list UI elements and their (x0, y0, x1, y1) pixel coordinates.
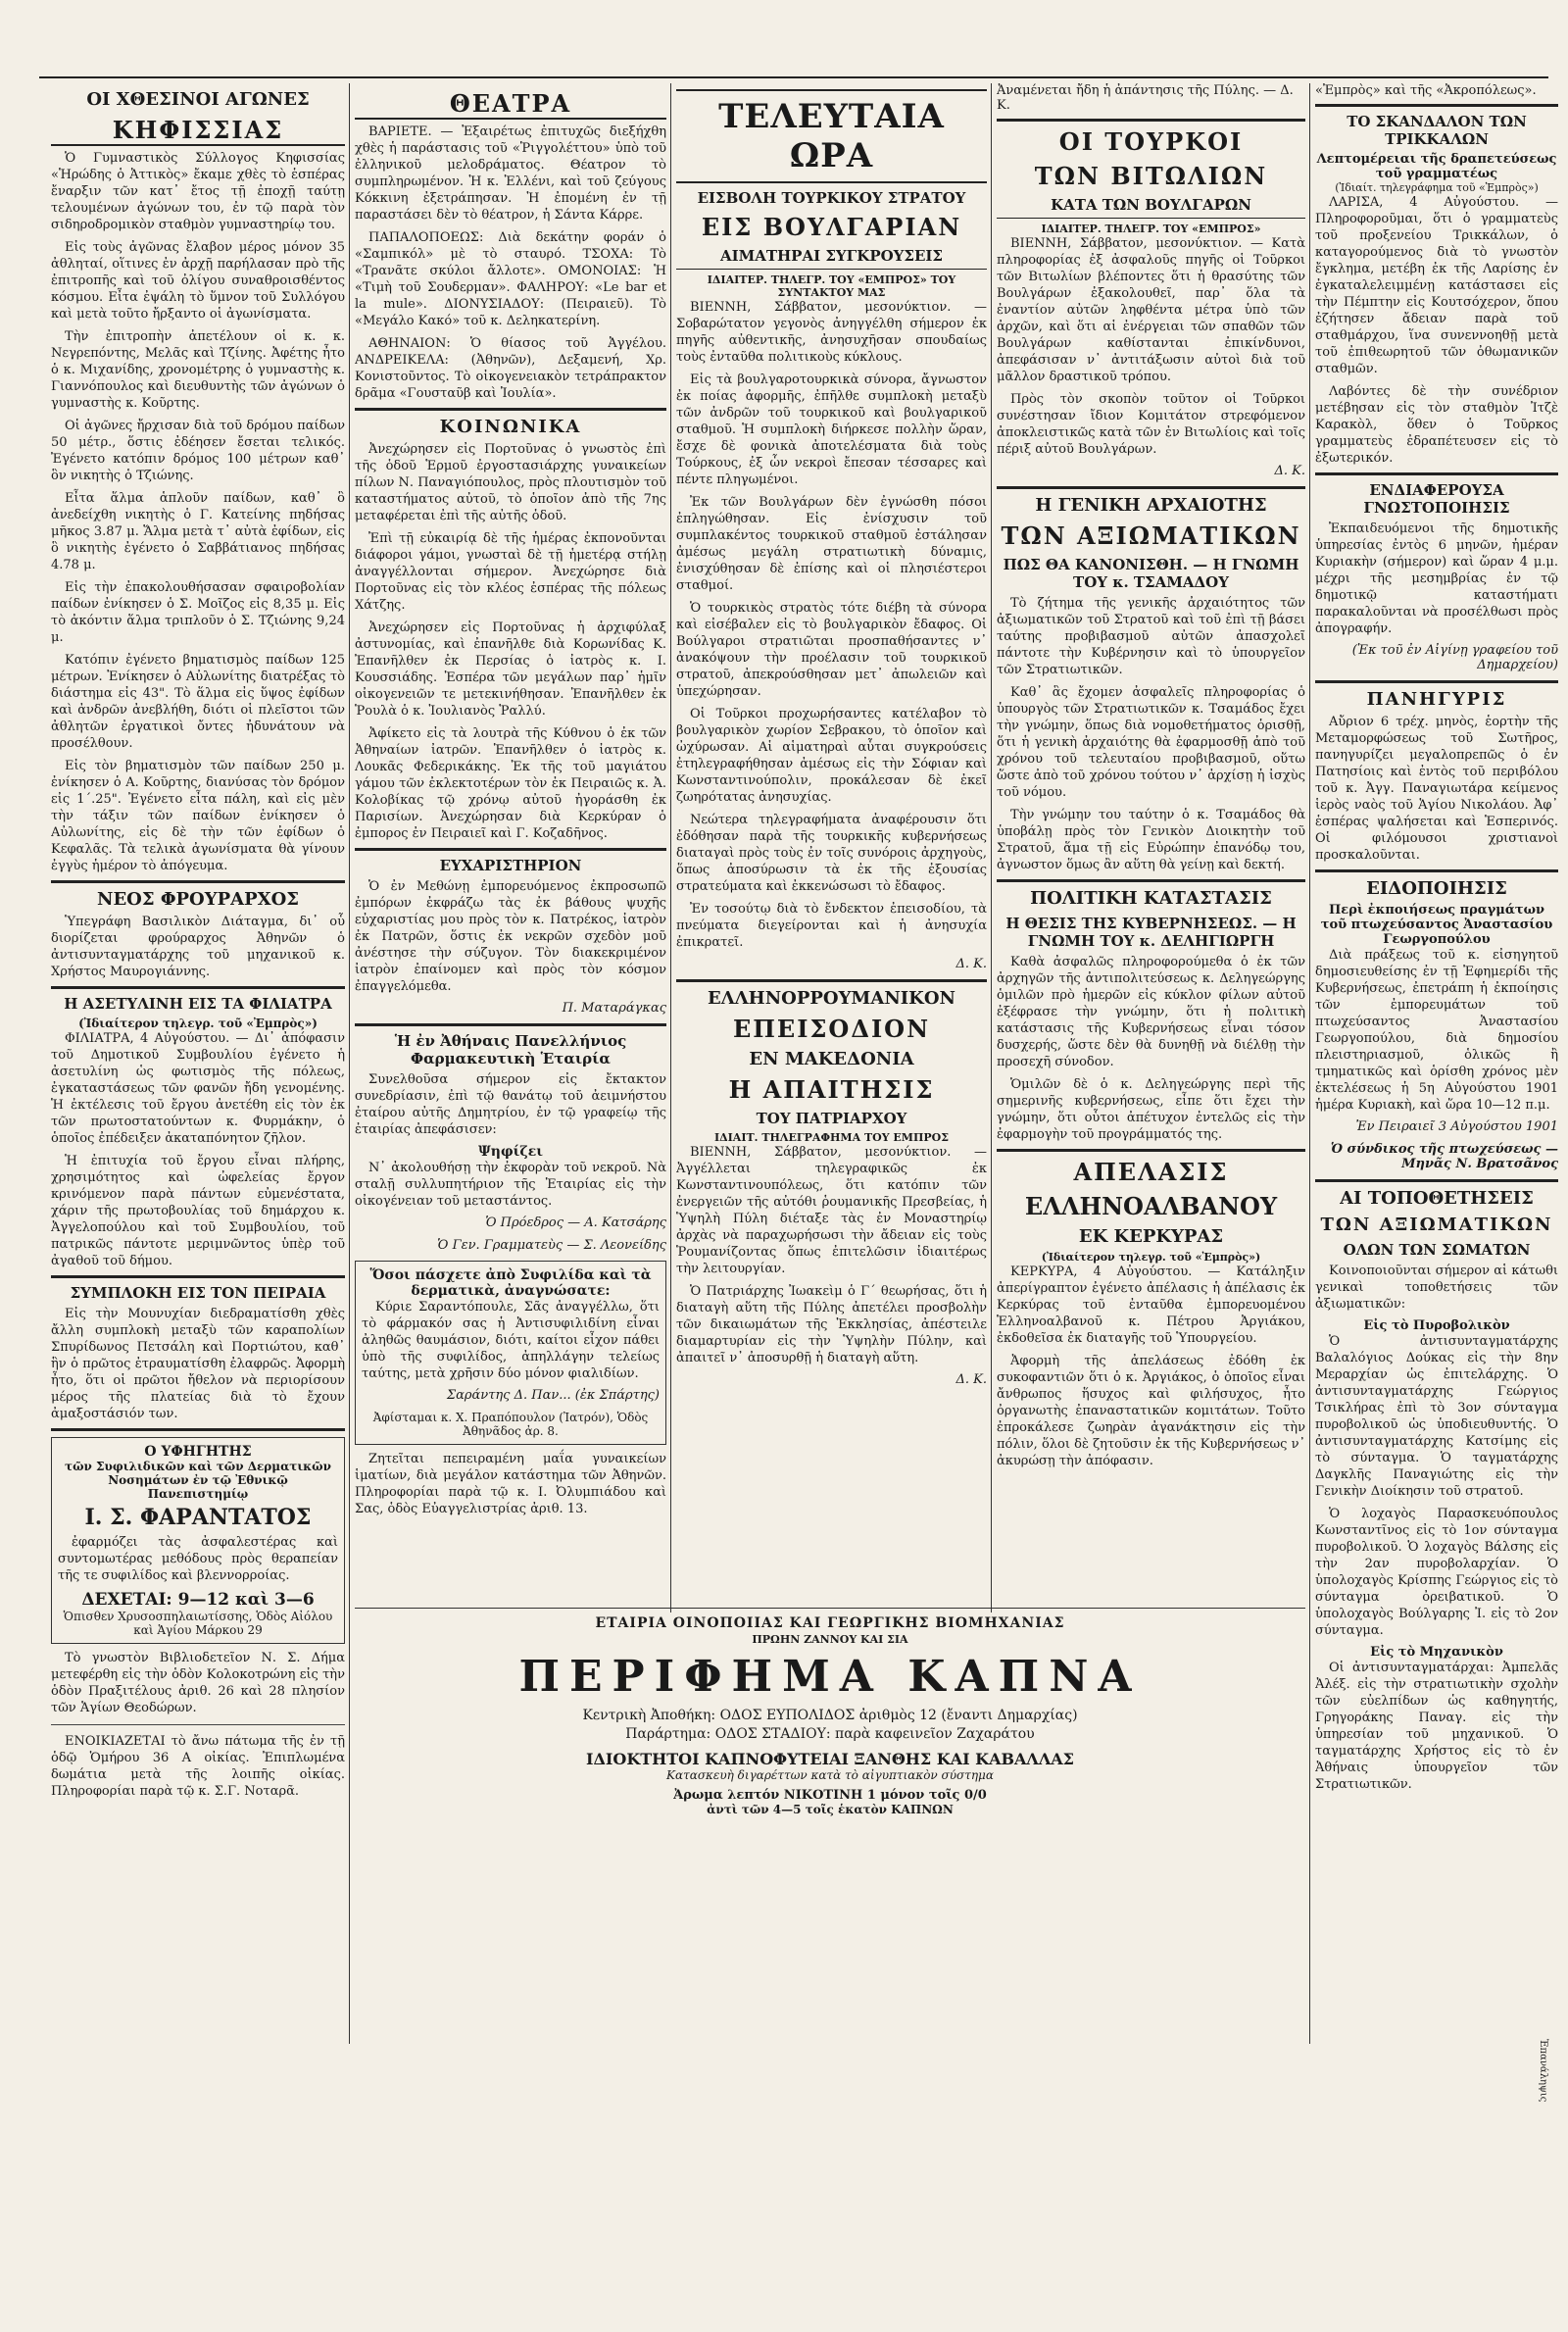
classified-rent: ΕΝΟΙΚΙΑΖΕΤΑΙ τὸ ἄνω πάτωμα τῆς ἐν τῇ ὁδῷ Ὁμήρου 36 Α οἰκίας. Ἐπιπλωμένα δωμάτια μετὰ τῆς λοιπῆς οἰκίας. Πληροφορίαι παρὰ τῷ κ. Σ.Γ. Νοταρᾶ. (51, 1734, 345, 1799)
subheadline-kifisia: ΚΗΦΙΣΣΙΑΣ (51, 116, 345, 146)
section-label: Εἰς τὸ Μηχανικὸν (1370, 1645, 1503, 1660)
section-rule (355, 1023, 666, 1026)
article-paragraph: Οἱ ἀγῶνες ἤρχισαν διὰ τοῦ δρόμου παίδων 50 μέτρ., ὅστις ἐδέησεν ἔσεται τελικός. Ἐγένετο κατόπιν δρόμος 100 μέτρων καθ᾽ ὃν νικητὴς ὁ Τζιώνης. (51, 419, 345, 483)
ad-heading: Ο ΥΦΗΓΗΤΗΣ (144, 1444, 252, 1460)
ad-doctor-name: Ι. Σ. ΦΑΡΑΝΤΑΤΟΣ (84, 1505, 312, 1530)
article-paragraph: Καθ᾽ ἃς ἔχομεν ἀσφαλεῖς πληροφορίας ὁ ὑπουργὸς τῶν Στρατιωτικῶν κ. Τσαμάδος ἔχει τὴν γνώμην, ὅπως διὰ νομοθετήματος ὁρισθῇ, ὅτι ἡ γενικὴ ἀρχαιότης θὰ ἐφαρμοσθῇ ἀπὸ τοῦ χρόνου τοῦ τελευταίου προβιβασμοῦ, οὕτω ὥστε ἀπὸ τοῦ χρόνου τούτου ν᾽ ἀρχίσῃ ἡ ἰσχὺς τοῦ νόμου. (997, 685, 1305, 800)
headline-social: ΚΟΙΝΩΝΙΚΑ (439, 417, 582, 437)
ad-headline: ΠΕΡΙΦΗΜΑ ΚΑΠΝΑ (518, 1652, 1142, 1702)
subheadline-bulgaria: ΕΙΣ ΒΟΥΛΓΑΡΙΑΝ (701, 213, 962, 241)
article-paragraph: Ἡ ἐπιτυχία τοῦ ἔργου εἶναι πλήρης, χρησιμότητος καὶ ὠφελείας ἔργον κρινόμενον παρὰ πάντων εὐμενέστατα, χάριν τῆς πρωτοβουλίας τοῦ δημάρχου κ. Ἀγγελοπούλου καὶ τοῦ Συμβουλίου, τοῦ πατρικῶς πάντοτε μεριμνῶντος ὑπὲρ τοῦ ἀγαθοῦ τοῦ δήμου. (51, 1154, 345, 1268)
margin-note: Ἐπανάληψις (1538, 2039, 1548, 2103)
dateline: ΙΔΙΑΙΤ. ΤΗΛΕΓΡΑΦΗΜΑ ΤΟΥ ΕΜΠΡΟΣ (713, 1131, 949, 1144)
section-rule (51, 1724, 345, 1725)
section-rule (676, 979, 987, 982)
subheadline-clashes: ΑΙΜΑΤΗΡΑΙ ΣΥΓΚΡΟΥΣΕΙΣ (676, 247, 987, 270)
article-paragraph: Ὁ ἀντισυνταγματάρχης Βαλαλόγιος Δούκας εἰς τὴν 8ην Μεραρχίαν ὡς ἐπιτελάρχης. Ὁ ἀντισυνταγματάρχης Γεώργιος Τσικλήρας ἐπὶ τὸ 3ον σύνταγμα πυροβολικοῦ ὡς ὑποδιευθυντής. Ὁ ἀντισυνταγματάρχης Κατσίμης εἰς τὸ σύνταγμα. Ὁ ταγματάρχης Δαγκλῆς Παναγιώτης εἰς τὴν Γενικὴν Διοίκησιν τοῦ στρατοῦ. (1315, 1334, 1558, 1499)
article-paragraph: Εἰς τὸν βηματισμὸν τῶν παίδων 250 μ. ἐνίκησεν ὁ Α. Κοῦρτης, διανύσας τὸν δρόμον εἰς 1΄.25". Ἐγένετο εἶτα πάλη, καὶ εἰς μὲν τὴν τάξιν τῶν παίδων ἐνίκησεν ὁ Αὐλωνίτης, εἰς δὲ τὴν τῶν ἐφίδων ὁ Κεφαλᾶς. Τὰ τελικὰ ἀγωνίσματα θὰ γίνουν ἐγγὺς ἡμέρον τὸ ἀπόγευμα. (51, 759, 345, 873)
dateline: ΙΔΙΑΙΤΕΡ. ΤΗΛΕΓΡ. ΤΟΥ «ΕΜΠΡΟΣ» ΤΟΥ ΣΥΝΤΑΚΤΟΥ ΜΑΣ (707, 273, 956, 299)
article-paragraph: Εἶτα ἅλμα ἁπλοῦν παίδων, καθ᾽ ὃ ἀνεδείχθη νικητὴς ὁ Γ. Κατείνης πηδήσας μῆκος 3.87 μ. Ἅλμα μετὰ τ᾽ αὐτὰ ἐφίδων, εἰς ὃ νικητὴς ἐγένετο ὁ Σαββάτιανος πηδήσας 4.78 μ. (51, 491, 345, 572)
subheadline: Περὶ ἐκποιήσεως πραγμάτων τοῦ πτωχεύσαντος Ἀναστασίου Γεωργοπούλου (1320, 903, 1553, 947)
ad-company: ΕΤΑΙΡΙΑ ΟΙΝΟΠΟΙΙΑΣ ΚΑΙ ΓΕΩΡΓΙΚΗΣ ΒΙΟΜΗΧΑΝΙΑΣ (595, 1615, 1065, 1631)
article-paragraph: Καθὰ ἀσφαλῶς πληροφορούμεθα ὁ ἐκ τῶν ἀρχηγῶν τῆς ἀντιπολιτεύσεως κ. Δεληγεώργης ὁμιλῶν πρὸ ἡμερῶν εἰς κύκλον φίλων αὐτοῦ ἐξέφρασε τὴν γνώμην, ὅτι ἡ πολιτικὴ κατάστασις τῆς Κυβερνήσεως εἶναι τόσον δυσχερής, ὥστε δὲν θὰ δυνηθῇ νὰ διέλθῃ τὴν προσεχῆ σύνοδον. (997, 955, 1305, 1069)
classified-wanted: Ζητεῖται πεπειραμένη μαΐα γυναικείων ἱματίων, διὰ μεγάλον κατάστημα τῶν Ἀθηνῶν. Πληροφορίαι παρὰ τῷ κ. Ι. Ὀλυμπιάδου καὶ Σας, ὁδὸς Εὐαγγελιστρίας ἀριθ. 13. (355, 1452, 666, 1516)
ad-line: τῶν Συφιλιδικῶν καὶ τῶν Δερματικῶν Νοσημάτων ἐν τῷ Ἐθνικῷ Πανεπιστημίῳ (65, 1460, 331, 1501)
article-paragraph: Ἐπὶ τῇ εὐκαιρίᾳ δὲ τῆς ἡμέρας ἐκπονοῦνται διάφοροι γάμοι, γνωσταὶ δὲ τῇ ἡμετέρᾳ στήλῃ ἀναγγέλλονται σήμερον. Ἀνεχώρησε διὰ Πορτοῦνας εἰς τὸν κλέος ἐσπέρας τῆς πόλεως Χάτζης. (355, 531, 666, 613)
column-3 (676, 83, 987, 1603)
subheadline-corfu: ΕΚ ΚΕΡΚΥΡΑΣ (1078, 1226, 1224, 1247)
ad-top-rule (355, 1608, 1305, 1609)
section-rule (1315, 869, 1558, 872)
article-paragraph: Ὁ Πατριάρχης Ἰωακεὶμ ὁ Γ΄ θεωρήσας, ὅτι ἡ διαταγὴ αὕτη τῆς Πύλης ἀπετέλει προσβολὴν τῶν δικαιωμάτων τῆς Ἐκκλησίας, ἀπέστειλε διαμαρτυρίαν εἰς τὴν Ὑψηλὴν Πύλην, καὶ ἀπαιτεῖ ν᾽ ἀποσυρθῇ ἡ διαταγὴ αὕτη. (676, 1284, 987, 1365)
advertisement-tobacco (355, 1615, 1305, 1816)
headline-turks: ΟΙ ΤΟΥΡΚΟΙ (1058, 127, 1244, 156)
subheadline-incident: ΕΠΕΙΣΟΔΙΟΝ (732, 1015, 931, 1043)
section-rule (1315, 104, 1558, 107)
article-paragraph: Τὴν ἐπιτροπὴν ἀπετέλουν οἱ κ. κ. Νεγρεπόντης, Μελᾶς καὶ Τζίνης. Ἀφέτης ἦτο ὁ κ. Μιχανίδης, χρονομέτρης ὁ γυμναστὴς κ. Γιαννόπουλος καὶ διευθυντὴς τῶν ἀγώνων ὁ γυμναστὴς κ. Κοῦρτης. (51, 329, 345, 411)
section-rule (1315, 680, 1558, 683)
column-2 (355, 83, 666, 1603)
dateline: (Ἰδιαίτ. τηλεγράφημα τοῦ «Ἐμπρὸς») (1335, 181, 1539, 194)
section-rule (1315, 1179, 1558, 1182)
section-label: Εἰς τὸ Πυροβολικὸν (1363, 1318, 1510, 1333)
subheadline: Λεπτομέρειαι τῆς δραπετεύσεως τοῦ γραμματέως (1316, 152, 1557, 181)
ad-heading: Ὅσοι πάσχετε ἀπὸ Συφιλίδα καὶ τὰ δερματικὰ, ἀναγνώσατε: (369, 1267, 652, 1299)
article-paragraph: Οἱ ἀντισυνταγματάρχαι: Ἀμπελᾶς Ἀλέξ. εἰς τὴν στρατιωτικὴν σχολὴν τῶν εὐελπίδων ὡς καθηγητής, Γρηγοράκης Παναγ. εἰς τὴν ὑπηρεσίαν τοῦ μηχανικοῦ. Ὁ ταγματάρχης Χρήστος εἰς τὸ ἐν Ἀθήναις ὑπουργεῖον τῶν Στρατιωτικῶν. (1315, 1661, 1558, 1792)
article-paragraph: Πρὸς τὸν σκοπὸν τοῦτον οἱ Τοῦρκοι συνέστησαν ἴδιον Κομιτάτον στρεφόμενον ἀποκλειστικῶς κατὰ τῶν ἐν Βιτωλίοις καὶ τοῖς πέριξ αὐτοῦ Βουλγάρων. (997, 392, 1305, 457)
resolution-label: Ψηφίζει (478, 1144, 543, 1160)
subheadline-macedonia: ΕΝ ΜΑΚΕΔΟΝΙΑ (749, 1049, 914, 1069)
signature: Π. Ματαράγκας (562, 1001, 666, 1016)
ad-branch: Παράρτημα: ΟΔΟΣ ΣΤΑΔΙΟΥ: παρὰ καφεινεῖον Ζαχαράτου (625, 1726, 1035, 1742)
headline-announcement: ΕΙΔΟΠΟΙΗΣΙΣ (1366, 878, 1507, 899)
section-rule (51, 986, 345, 989)
article-paragraph: Εἰς τὴν Μουνυχίαν διεδραματίσθη χθὲς ἄλλη συμπλοκὴ μεταξὺ τῶν καραπολίων Σπυρίδωνος Πετσάλη καὶ Πορτιώτου, καθ᾽ ἣν ὁ πρῶτος ἐτραυματίσθη ἐλαφρῶς. Ἀφορμὴ ἦτο, ὅτι οἱ πρῶτοι ἤθελον νὰ περιορίσουν μέρος τῆς πλατείας διὰ τὸ ἔχουν ἀμαξοστάσιόν των. (51, 1307, 345, 1421)
section-rule (997, 486, 1305, 489)
article-paragraph: Ἐκ τῶν Βουλγάρων δὲν ἐγνώσθη πόσοι ἐπληγώθησαν. Εἰς ἐνίσχυσιν τοῦ συμπλακέντος τουρκικοῦ σταθμοῦ ἐστάλησαν ἀμέσως μεγάλη στρατιωτικὴ δύναμις, ἐνισχύθησαν δὲ ἐπίσης καὶ οἱ πλησιέστεροι σταθμοί. (676, 495, 987, 593)
article-paragraph: Ἐκπαιδευόμενοι τῆς δημοτικῆς ὑπηρεσίας ἐντὸς 6 μηνῶν, ἡμέραν Κυριακὴν (σήμερον) καὶ ὥραν 4 μ.μ. μέχρι τῆς μεσημβρίας ἐν τῷ δημοτικῷ καταστήματι παρακαλοῦνται νὰ προσέλθωσι πρὸς ἀπογραφήν. (1315, 521, 1558, 636)
dateline: (Ἰδιαίτερον τηλεγρ. τοῦ «Ἐμπρὸς») (1041, 1251, 1261, 1264)
headline-new-garrison: ΝΕΟΣ ΦΡΟΥΡΑΡΧΟΣ (97, 889, 299, 910)
subheadline-patriarch: ΤΟΥ ΠΑΤΡΙΑΡΧΟΥ (756, 1110, 907, 1127)
headline-placements: ΑΙ ΤΟΠΟΘΕΤΗΣΕΙΣ (1340, 1188, 1534, 1209)
headline-last-hour: ΤΕΛΕΥΤΑΙΑ ΩΡΑ (676, 89, 987, 183)
column-1 (51, 83, 345, 2044)
subheadline-tsamados: ΠΩΣ ΘΑ ΚΑΝΟΝΙΣΘΗ. — Η ΓΝΩΜΗ ΤΟΥ κ. ΤΣΑΜΑΔΟΥ (1003, 556, 1299, 591)
article-paragraph: Ἀνεχώρησεν εἰς Πορτοῦνας ἡ ἀρχιφύλαξ ἀστυνομίας, καὶ ἐπανῆλθε διὰ Κορωνίδας Κ. Ἐπανῆλθεν ἐκ Περσίας ὁ ἰατρὸς κ. Ι. Κουσσιάδης. Ἐσπέρα τῶν μεγάλων παρ᾽ ἡμῖν οἰκογενειῶν τε μετεκινήθησαν. Ἐπανῆλθεν ἐκ Ῥουλὰ ὁ κ. Ἰουλιανὸς Ῥαλλύ. (355, 620, 666, 719)
section-rule (355, 408, 666, 411)
signature: Ὁ σύνδικος τῆς πτωχεύσεως — Μηνᾶς Ν. Βρατσᾶνος (1330, 1142, 1558, 1171)
headline-thanks: ΕΥΧΑΡΙΣΤΗΡΙΟΝ (439, 857, 582, 874)
classified-bookbinder: Τὸ γνωστὸν Βιβλιοδετεῖον Ν. Σ. Δήμα μετεφέρθη εἰς τὴν ὁδὸν Κολοκοτρώνη εἰς τὴν ὁδὸν Πραξιτέλους ἀριθ. 26 καὶ 28 πλησίον τῶν Ἁγίων Θεοδώρων. (51, 1651, 345, 1715)
signature: Δ. Κ. (1274, 464, 1305, 478)
subheadline-against-bulgarians: ΚΑΤΑ ΤΩΝ ΒΟΥΛΓΑΡΩΝ (997, 196, 1305, 219)
signature: (Ἐκ τοῦ ἐν Αἰγίνῃ γραφείου τοῦ Δημαρχείου) (1351, 643, 1558, 672)
article-paragraph: ΒΙΕΝΝΗ, Σάββατον, μεσονύκτιον. — Κατὰ πληροφορίας ἐξ ἀσφαλοῦς πηγῆς οἱ Τοῦρκοι τῶν Βιτωλίων βλέποντες ὅτι ἡ θρασύτης τῶν Βουλγάρων ἐξακολουθεῖ, παρ᾽ ὅλα τὰ ἐναντίον αὐτῶν ληφθέντα μέτρα ὑπὸ τῶν ἀρχῶν, καὶ ὅτι αἱ ἐνέργειαι τῶν σπαθῶν τῶν Βουλγάρων καθίστανται ἐπικίνδυνοι, ἀπεφάσισαν ν᾽ ἀντιτάξωσιν αὐτοὶ διὰ τοῦ μᾶλλον δραστικοῦ τρόπου. (997, 236, 1305, 384)
article-paragraph: Ἀφίκετο εἰς τὰ λουτρὰ τῆς Κύθνου ὁ ἐκ τῶν Ἀθηναίων ἰατρῶν. Ἐπανῆλθεν ὁ ἰατρὸς κ. Λουκᾶς Φεδερικάκης. Ἐκ τῆς τοῦ μαγιάτου γάμου τῶν ἐκλεκτοτέρων τὸν ἐκ Πειραιῶς κ. Ἀ. Κολοβίκας τῷ χρόνῳ αὐτοῦ ἠγοράσθη ἐκ Παρισίων. Ἀνεχώρησαν διὰ Κερκύραν ὁ ἐμπορος ἐν Πειραιεῖ καὶ Γ. Κοζαδῆνος. (355, 726, 666, 841)
continuation-line: Ἀναμένεται ἤδη ἡ ἀπάντησις τῆς Πύλης. — Δ. Κ. (997, 83, 1294, 113)
article-paragraph: Κατόπιν ἐγένετο βηματισμὸς παίδων 125 μέτρων. Ἐνίκησεν ὁ Αὐλωνίτης διατρέξας τὸ διάστημα εἰς 43". Τὸ ἅλμα εἰς ὕψος ἐφίδων καὶ ἀνδρῶν ἀνεβλήθη, διότι οἱ πλεῖστοι τῶν ἀθλητῶν ἐργατικοὶ ὄντες ἠδυνάτουν νὰ προσέλθουν. (51, 653, 345, 751)
subheadline-government: Η ΘΕΣΙΣ ΤΗΣ ΚΥΒΕΡΝΗΣΕΩΣ. — Η ΓΝΩΜΗ ΤΟΥ κ. ΔΕΛΗΓΙΩΡΓΗ (1005, 915, 1297, 950)
subheadline-greek-albanian: ΕΛΛΗΝΟΑΛΒΑΝΟΥ (1024, 1192, 1278, 1220)
article-paragraph: Ἐν τοσούτῳ διὰ τὸ ἔνδεκτον ἐπεισοδίου, τὰ πνεύματα διεγείρονται καὶ ἡ ἀνησυχία ἐπικρατεῖ. (676, 902, 987, 950)
signature: Ὁ Πρόεδρος — Α. Κατσάρης (485, 1216, 666, 1230)
subheadline-demand: Η ΑΠΑΙΤΗΣΙΣ (728, 1075, 935, 1104)
subheadline-bitola: ΤΩΝ ΒΙΤΩΛΙΩΝ (1034, 162, 1268, 190)
article-paragraph: ΚΕΡΚΥΡΑ, 4 Αὐγούστου. — Κατάληξιν ἀπερίγραπτον ἐγένετο ἀπέλασις ἡ ἀπέλασις ἐκ Κερκύρας τοῦ ἐνταῦθα ἐμπορευομένου Ἑλληνοαλβανοῦ κ. Πέτρου Ἀργιάκου, ἐκδοθεῖσα ἐκ διαταγῆς τοῦ Ὑπουργείου. (997, 1265, 1305, 1346)
subheadline-officers: ΤΩΝ ΑΞΙΩΜΑΤΙΚΩΝ (1001, 521, 1301, 550)
headline-festival: ΠΑΝΗΓΥΡΙΣ (1366, 689, 1507, 710)
headline-piraeus-clash: ΣΥΜΠΛΟΚΗ ΕΙΣ ΤΟΝ ΠΕΙΡΑΙΑ (70, 1284, 326, 1302)
article-paragraph: Εἰς τοὺς ἀγῶνας ἔλαβον μέρος μόνον 35 ἀθληταί, οἵτινες ἐν ἀρχῇ παρήλασαν πρὸ τῆς ἐπιτροπῆς καὶ τοῦ ὀλίγου συναθροισθέντος κόσμου. Εἶτα ἐψάλη τὸ ὕμνον τοῦ Συλλόγου καὶ μετὰ τοῦτο ἤρξαντο οἱ ἀγωνίσματα. (51, 240, 345, 322)
article-paragraph: Ὁ ἐν Μεθώνῃ ἐμπορευόμενος ἐκπροσωπῶ ἐμπόρων ἐκφράζω τὰς ἐκ βάθους ψυχῆς εὐχαριστίας μου πρὸς τὸν κ. Πατρέκος, ἰατρὸν ἐκ Πατρῶν, ὅστις ἐκ νεκρῶν σχεδὸν μοῦ ἀνέστησε τὴν σύζυγον. Τὸν διακεκριμένον ἰατρὸν ἐπαίνομεν καὶ πρὸς τὸν κόσμον ἐπαγγελόμεθα. (355, 879, 666, 994)
article-paragraph: Νεώτερα τηλεγραφήματα ἀναφέρουσιν ὅτι ἐδόθησαν παρὰ τῆς τουρκικῆς κυβερνήσεως διαταγαὶ πρὸς τοὺς ἐν τοῖς συνόροις ἀρχηγοὺς, ὅπως ἀποσύρωσιν τὰ ἐκ τῆς ἐξουσίας στρατεύματα καὶ ἐκκενώσωσι τὸ ἔδαφος. (676, 813, 987, 894)
dateline: ΙΔΙΑΙΤΕΡ. ΤΗΛΕΓΡ. ΤΟΥ «ΕΜΠΡΟΣ» (1041, 223, 1261, 235)
headline-kifisia-games: ΟΙ ΧΘΕΣΙΝΟΙ ΑΓΩΝΕΣ (86, 89, 310, 110)
headline-notice: ΕΝΔΙΑΦΕΡΟΥΣΑ ΓΝΩΣΤΟΠΟΙΗΣΙΣ (1363, 481, 1510, 517)
article-paragraph: Ν᾽ ἀκολουθήσῃ τὴν ἐκφορὰν τοῦ νεκροῦ. Νὰ σταλῇ συλλυπητήριον τῆς Ἑταιρίας εἰς τὴν οἰκογένειαν τοῦ μεταστάντος. (355, 1161, 666, 1209)
dateline: (Ἰδιαίτερον τηλεγρ. τοῦ «Ἐμπρὸς») (78, 1017, 318, 1030)
article-paragraph: Εἰς τὰ βουλγαροτουρκικὰ σύνορα, ἄγνωστον ἐκ ποίας ἀφορμῆς, ἐπῆλθε συμπλοκὴ μεταξὺ τῶν ἀνδρῶν τοῦ τουρκικοῦ καὶ βουλγαρικοῦ σταθμοῦ. Ἡ συμπλοκὴ διήρκεσε πολλὴν ὥραν, ἔσχε δὲ φονικὰ ἀποτελέσματα διὰ τοὺς Τούρκους, ἐξ ὧν νεκροὶ ἔπεσαν τέσσαρες καὶ πέντε πληγωμένοι. (676, 372, 987, 487)
section-rule (51, 880, 345, 883)
article-paragraph: ΒΙΕΝΝΗ, Σάββατον, μεσονύκτιον. — Ἀγγέλλεται τηλεγραφικῶς ἐκ Κωνσταντινουπόλεως, ὅτι κατόπιν τῶν ἐνεργειῶν τῆς αὐτόθι ῥουμανικῆς Πρεσβείας, ἡ Ὑψηλὴ Πύλη διέταξε τὰς ἐν Μοναστηρίῳ ἀρχὰς νὰ παραχωρήσωσι τὴν ἄδειαν εἰς τοὺς Ῥουμανίζοντας ὅπως ἐπιτελῶσιν ἰδιαιτέρως τὴν λειτουργίαν. (676, 1145, 987, 1276)
article-paragraph: Ὑπεγράφη Βασιλικὸν Διάταγμα, δι᾽ οὗ διορίζεται φρούραρχος Ἀθηνῶν ὁ ἀντισυνταγματάρχης τοῦ μηχανικοῦ κ. Χρήστος Μαυρογιάννης. (51, 915, 345, 979)
article-paragraph: Εἰς τὴν ἐπακολουθήσασαν σφαιροβολίαν παίδων ἐνίκησεν ὁ Σ. Μοῖζος εἰς 8,35 μ. Εἰς τὸ ἀκόντιν ἅλμα τριπλοῦν ὁ Σ. Τζιώνης 9,24 μ. (51, 580, 345, 645)
ad-company-sub: ΠΡΩΗΝ ΖΑΝΝΟΥ ΚΑΙ ΣΙΑ (752, 1633, 908, 1646)
headline-trikala-scandal: ΤΟ ΣΚΑΝΔΑΛΟΝ ΤΩΝ ΤΡΙΚΚΑΛΩΝ (1347, 113, 1527, 148)
ad-nicotine: Ἀρωμα λεπτόν ΝΙΚΟΤΙΝΗ 1 μόνον τοῖς 0/0 (673, 1788, 987, 1803)
article-paragraph: Ὁ λοχαγὸς Παρασκευόπουλος Κωνσταντῖνος εἰς τὸ 1ον σύνταγμα πυροβολικοῦ. Ὁ λοχαγὸς Βάλσης εἰς τὴν 2αν πυροβολαρχίαν. Ὁ ὑπολοχαγὸς Κρίσπης Γεώργιος εἰς τὸ σύνταγμα ὀρειβατικοῦ. Ὁ ὑπολοχαγὸς Βούλγαρης Ἰ. εἰς τὸ 2ον σύνταγμα. (1315, 1507, 1558, 1638)
article-paragraph: Οἱ Τοῦρκοι προχωρήσαντες κατέλαβον τὸ βουλγαρικὸν χωρίον Σεβρακου, τὸ ὁποῖον καὶ ὠχύρωσαν. Αἱ αἱματηραὶ αὗται συγκρούσεις ἐτηλεγραφήθησαν ἀμέσως εἰς τὴν Σόφιαν καὶ Κωνσταντινούπολιν, προκάλεσαν δὲ ἐκεῖ ζωηρότατας ἀνησυχίας. (676, 707, 987, 805)
ad-manufacture: Κατασκευὴ διγαρέττων κατὰ τὸ αἰγυπτιακὸν σύστημα (666, 1768, 994, 1782)
article-paragraph: Ἀνεχώρησεν εἰς Πορτοῦνας ὁ γνωστὸς ἐπὶ τῆς ὁδοῦ Ἑρμοῦ ἐργοστασιάρχης γυναικείων πίλων Ν. Παναγιόπουλος, πρὸς πλουτισμὸν τοῦ καταστήματος αὐτοῦ, τὸ ὁποῖον ἀπὸ τῆς 7ης μεταφέρεται ἐπὶ τῆς αὐτῆς ὁδοῦ. (355, 442, 666, 523)
continuation-line: «Ἐμπρὸς» καὶ τῆς «Ἀκροπόλεως». (1315, 83, 1537, 98)
advertisement-syphilis (355, 1261, 666, 1445)
headline-greek-romanian: ΕΛΛΗΝΟΡΡΟΥΜΑΝΙΚΟΝ (708, 988, 956, 1009)
column-rule (670, 83, 671, 1613)
advertisement-doctor (51, 1437, 345, 1644)
top-rule (39, 76, 1548, 78)
column-5 (1315, 83, 1558, 2044)
ad-nicotine-compare: ἀντὶ τῶν 4—5 τοῖς ἑκατὸν ΚΑΠΝΩΝ (707, 1803, 954, 1816)
headline-political-situation: ΠΟΛΙΤΙΚΗ ΚΑΤΑΣΤΑΣΙΣ (1030, 888, 1272, 909)
article-paragraph: Διὰ πράξεως τοῦ κ. εἰσηγητοῦ δημοσιευθείσης ἐν τῇ Ἐφημερίδι τῆς Κυβερνήσεως, ἐπετράπη ἡ ἐκποίησις τῶν ἐμπορευμάτων τοῦ πτωχεύσαντος Ἀναστασίου Γεωργοπούλου, διὰ δημοσίου πλειστηριασμοῦ, ὁλικῶς ἢ τμηματικῶς καὶ ὁρίσθη χρόνος μὲν ἐκτελέσεως ἡ 5η Αὐγούστου 1901 ἡμέρα Κυριακὴ, καὶ ὥρα 10—12 π.μ. (1315, 948, 1558, 1113)
ad-plantations: ΙΔΙΟΚΤΗΤΟΙ ΚΑΠΝΟΦΥΤΕΙΑΙ ΞΑΝΘΗΣ ΚΑΙ ΚΑΒΑΛΛΑΣ (586, 1750, 1074, 1768)
section-rule (1315, 472, 1558, 475)
article-paragraph: Συνελθοῦσα σήμερον εἰς ἔκτακτον συνεδρίασιν, ἐπὶ τῷ θανάτῳ τοῦ ἀειμνήστου ἐταίρου αὐτῆς Δημητρίου, ἐν τῷ γραφείῳ τῆς ἐταιρίας ἀπεφάσισεν: (355, 1072, 666, 1137)
column-rule (1309, 83, 1310, 2044)
article-paragraph: ΒΑΡΙΕΤΕ. — Ἐξαιρέτως ἐπιτυχῶς διεξήχθη χθὲς ἡ παράστασις τοῦ «Ῥιγγολέττου» ὑπὸ τοῦ ἐλληνικοῦ μελοδράματος. Θέατρον τὸ συμπληρωμένον. Ἡ κ. Ἐλλένι, καὶ τοῦ ζεύγους Κόκκινη ἐξετράπησαν. Ἡ ἐπομένη ἐν τῇ παραστάσει δὲν τὸ θέατρον, ἡ Σάντα Κάρρε. (355, 124, 666, 223)
column-rule (349, 83, 350, 2044)
ad-address: Κεντρικὴ Ἀποθήκη: ΟΔΟΣ ΕΥΠΟΛΙΔΟΣ ἀριθμὸς 12 (ἔναντι Δημαρχίας) (582, 1708, 1078, 1723)
section-rule (997, 119, 1305, 122)
headline-acetylene: Η ΑΣΕΤΥΛΙΝΗ ΕΙΣ ΤΑ ΦΙΛΙΑΤΡΑ (64, 995, 332, 1013)
section-rule (51, 1275, 345, 1278)
article-paragraph: ΛΑΡΙΣΑ, 4 Αὐγούστου. — Πληροφοροῦμαι, ὅτι ὁ γραμματεὺς τοῦ προξενείου Τρικκάλων, ὁ καταγορούμενος διὰ τὸ γνωστὸν ἔγκλημα, μετέβη ἐκ τῆς Λαρίσης ἐν ἐγκαταλελειμμένῃ κατάστασει εἰς τὴν Πέμπτην εἰς Κουτσόχερον, ὅπου ἐζήτησεν ἄδειαν παρὰ τοῦ σταθμάρχου, ἵνα συνεννοηθῇ μετὰ τοῦ ἐπιθεωρητοῦ τῶν ὀθωμανικῶν σταθμῶν. (1315, 195, 1558, 376)
section-rule (997, 1149, 1305, 1152)
article-paragraph: Ὁ τουρκικὸς στρατὸς τότε διέβη τὰ σύνορα καὶ εἰσέβαλεν εἰς τὸ βουλγαρικὸν ἔδαφος. Οἱ Βούλγαροι στρατιῶται προσπαθήσαντες ν᾽ ἀνακόψουν τὴν προέλασιν τοῦ τουρκικοῦ στρατοῦ, ἀπεκρούσθησαν μετ᾽ ἀπωλειῶν καὶ ὑπεχώρησαν. (676, 601, 987, 699)
ad-text: Κύριε Σαραντόπουλε, Σᾶς ἀναγγέλλω, ὅτι τὸ φάρμακόν σας ἡ Ἀντισυφιλιδίνη εἶναι ἀληθῶς θαυμάσιον, διότι, καίτοι εἶχον πάθει ὑπὸ τῆς συφιλίδος, ἀπηλλάγην τελείως ταύτης, μετὰ χρῆσιν δύο μόνον φιαλιδίων. (362, 1300, 660, 1381)
article-paragraph: Τὸ ζήτημα τῆς γενικῆς ἀρχαιότητος τῶν ἀξιωματικῶν τοῦ Στρατοῦ καὶ τοῦ ἐπὶ τῇ βάσει ταύτης προβιβασμοῦ αὐτῶν ἀπασχολεῖ πάντοτε τὴν Κυβέρνησιν καὶ τὸ ὑπουργεῖον τῶν Στρατιωτικῶν. (997, 596, 1305, 677)
column-4 (997, 83, 1305, 1603)
headline-seniority: Η ΓΕΝΙΚΗ ΑΡΧΑΙΟΤΗΣ (1035, 495, 1267, 516)
article-paragraph: Αὔριον 6 τρέχ. μηνὸς, ἑορτὴν τῆς Μεταμορφώσεως τοῦ Σωτῆρος, πανηγυρίζει μεγαλοπρεπῶς ὁ ἐν Πατησίοις καὶ ἐντὸς τοῦ περιβόλου τοῦ κ. Ἀγγ. Παναγιωτάρα κείμενος ἱερὸς ναὸς τοῦ Ἁγίου Νικολάου. Ἀφ᾽ ἑσπέρας ψαλήσεται καὶ Ἑσπερινός. Οἱ φιλόμουσοι χριστιανοὶ προσκαλοῦνται. (1315, 715, 1558, 863)
article-paragraph: Λαβόντες δὲ τὴν συνέδριον μετέβησαν εἰς τὸν σταθμὸν Ἰτζὲ Καρακὸλ, ὅθεν ὁ Τοῦρκος γραμματεὺς ἐδραπέτευσεν εἰς τὸ ἐξωτερικόν. (1315, 384, 1558, 466)
date-line: Ἐν Πειραιεῖ 3 Αὐγούστου 1901 (1355, 1119, 1558, 1134)
article-paragraph: ΦΙΛΙΑΤΡΑ, 4 Αὐγούστου. — Δι᾽ ἀπόφασιν τοῦ Δημοτικοῦ Συμβουλίου ἐγένετο ἡ ἀσετυλίνη ὡς φωτισμὸς τῆς πόλεως, ἐγκαταστάσεως τῶν φανῶν ἤδη γενομένης. Ἡ ἐκτέλεσις τοῦ ἔργου ἀνετέθη εἰς τὸν ἐκ τῶν πρωτοστατούντων κ. Φυρμάκην, ὁ ὁποῖος ἐπέδειξεν ἀκαταπόνητον ζῆλον. (51, 1031, 345, 1146)
headline-expulsion: ΑΠΕΛΑΣΙΣ (1073, 1158, 1229, 1186)
section-rule (51, 1428, 345, 1431)
article-paragraph: ΠΑΠΑΛΟΠΟΕΩΣ: Διὰ δεκάτην φοράν ὁ «Σαμπικόλ» μὲ τὸ σταυρό. ΤΣΟΧΑ: Τὸ «Τρανᾶτε σκύλοι ἄλλοτε». ΟΜΟΝΟΙΑΣ: Ἡ «Τιμὴ τοῦ Σουδερμαν». ΦΑΛΗΡΟΥ: «Le bar et la mule». ΔΙΟΝΥΣΙΑΔΟΥ: (Πειραιεῦ). Τὸ «Μεγάλο Κακό» τοῦ κ. Δεληκατερίνη. (355, 230, 666, 328)
ad-text: ἐφαρμόζει τὰς ἀσφαλεστέρας καὶ συντομωτέρας μεθόδους πρὸς θεραπείαν τῆς τε συφιλίδος καὶ βλεννορροίας. (58, 1535, 338, 1583)
subheadline-all-corps: ΟΛΩΝ ΤΩΝ ΣΩΜΑΤΩΝ (1343, 1241, 1531, 1259)
subheadline-invasion: ΕΙΣΒΟΛΗ ΤΟΥΡΚΙΚΟΥ ΣΤΡΑΤΟΥ (697, 189, 966, 207)
article-paragraph: Κοινοποιοῦνται σήμερον αἱ κάτωθι γενικαὶ τοποθετήσεις τῶν ἀξιωματικῶν: (1315, 1264, 1558, 1312)
ad-hours: ΔΕΧΕΤΑΙ: 9—12 καὶ 3—6 (81, 1590, 315, 1610)
ad-address: Ἀφίσταμαι κ. Χ. Πραπόπουλον (Ἰατρόν), Ὁδὸς Ἀθηνᾶδος ἀρ. 8. (372, 1411, 649, 1438)
section-rule (355, 848, 666, 851)
article-paragraph: ΑΘΗΝΑΙΟΝ: Ὁ θίασος τοῦ Ἀγγέλου. ΑΝΔΡΕΙΚΕΛΑ: (Ἀθηνῶν), Δεξαμενή, Χρ. Κονιστοῦντος. Τὸ οἰκογενειακὸν τετράπρακτον δρᾶμα «Γουσταῦβ καὶ Ἰουλία». (355, 336, 666, 401)
article-paragraph: Ἀφορμὴ τῆς ἀπελάσεως ἐδόθη ἐκ συκοφαντιῶν ὅτι ὁ κ. Ἀργιάκος, ὁ ὁποῖος εἶναι ἄνθρωπος ἥσυχος καὶ φιλήσυχος, ἦτο ὀργανωτὴς ἐπαναστατικῶν κομιτάτων. Τοῦτο ἐπροκάλεσε ζωηρὰν ἀγανάκτησιν εἰς τὴν πόλιν, ὅλοι δὲ ζητοῦσιν ἐκ τῆς Κυβερνήσεως ν᾽ ἀκυρώσῃ τὴν ἀπόφασιν. (997, 1354, 1305, 1468)
subheadline-officers: ΤΩΝ ΑΞΙΩΜΑΤΙΚΩΝ (1320, 1215, 1553, 1235)
article-paragraph: ΒΙΕΝΝΗ, Σάββατον, μεσονύκτιον. — Σοβαρώτατον γεγονὸς ἀνηγγέλθη σήμερον ἐκ πηγῆς αὐθεντικῆς, ἀνησυχῆσαν σπουδαίως τοὺς ἐνταῦθα πολιτικοὺς κύκλους. (676, 300, 987, 365)
section-rule (997, 879, 1305, 882)
column-rule (991, 83, 992, 1613)
headline-pharma-society: Ἡ ἐν Ἀθήναις Πανελλήνιος Φαρμακευτικὴ Ἑταιρία (394, 1032, 627, 1067)
signature: Δ. Κ. (956, 957, 987, 971)
article-paragraph: Τὴν γνώμην του ταύτην ὁ κ. Τσαμάδος θὰ ὑποβάλῃ πρὸς τὸν Γενικὸν Διοικητὴν τοῦ Στρατοῦ, ἅμα τῇ εἰς Εὐρώπην ἐπανόδῳ του, ἀγνωστον ὅμως ἂν αὕτη θὰ γείνῃ καὶ δεκτή. (997, 808, 1305, 872)
signature: Δ. Κ. (956, 1372, 987, 1387)
article-paragraph: Ὁμιλῶν δὲ ὁ κ. Δεληγεώργης περὶ τῆς σημερινῆς κυβερνήσεως, εἶπε ὅτι ἔχει τὴν γνώμην, ὅτι οὗτοι ἀπέτυχον ἐντελῶς εἰς τὴν ἐφαρμογὴν τοῦ προγράμματός της. (997, 1077, 1305, 1142)
headline-theatres: ΘΕΑΤΡΑ (355, 89, 666, 120)
signature: Σαράντης Δ. Παν... (ἐκ Σπάρτης) (446, 1388, 660, 1403)
signature: Ὁ Γεν. Γραμματεὺς — Σ. Λεονείδης (437, 1238, 666, 1253)
article-paragraph: Ὁ Γυμναστικὸς Σύλλογος Κηφισσίας «Ἡρώδης ὁ Ἀττικὸς» ἔκαμε χθὲς τὸ ἑσπέρας ἔναρξιν τῶν κατ᾽ ἔτος τῇ ἐποχῇ ταύτῃ τελουμένων ἀγώνων του, ἐν τῷ παρὰ τὸν σιδηροδρομικὸν σταθμὸν γυμναστηρίῳ του. (51, 151, 345, 232)
ad-address: Ὁπισθεν Χρυσοσπηλαιωτίσσης, Ὁδὸς Αἰόλου καὶ Ἁγίου Μάρκου 29 (63, 1610, 333, 1637)
